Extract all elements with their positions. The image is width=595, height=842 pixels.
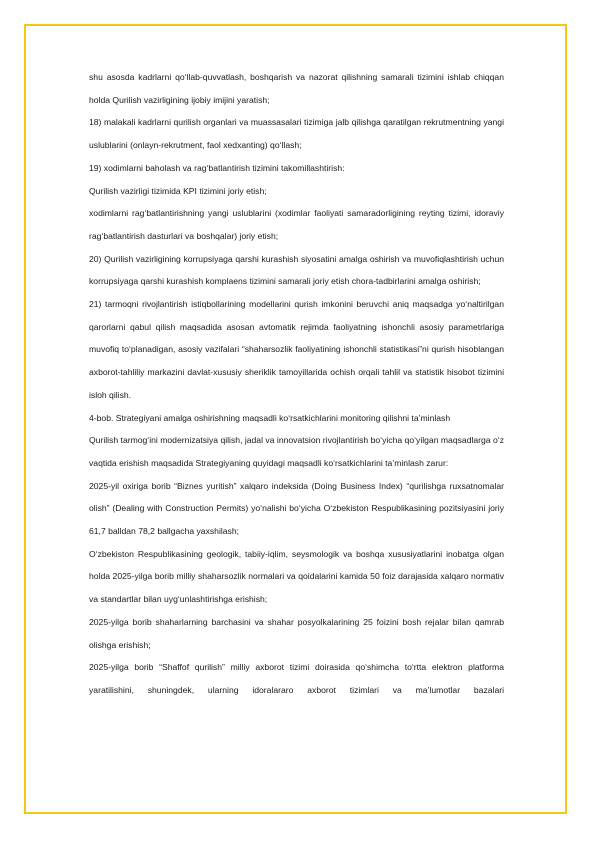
paragraph: Qurilish vazirligi tizimida KPI tizimini joriy etish;	[89, 185, 267, 196]
paragraph: 21) tarmoqni rivojlantirish istiqbollarining modellarini qurish imkonini beruvchi aniq maqsadga yo‘naltirilgan qarorlarni qabul qilish maqsadida asosan avtomatik rejimda faoliyatning ishonchli asosiy parametrlariga muvofiq to‘planadigan, asosiy vazifalari “shaharsozlik faoliyatining ishonchli statistikasi”ni qurish hisoblangan axborot-tahliliy markazini davlat-xususiy sheriklik tamoyillarida ochish orqali tahlil va statistik hisobot tizimini isloh qilish.	[89, 299, 504, 400]
paragraph: 2025-yilga borib “Shaffof qurilish” milliy axborot tizimi doirasida qo‘shimcha to‘rtta elektron platforma yaratilishini, shuningdek, ularning idoralararo axborot tizimlari va ma’lumotlar bazalari	[89, 662, 504, 695]
paragraph: shu asosda kadrlarni qo‘llab-quvvatlash, boshqarish va nazorat qilishning samarali tizimini ishlab chiqqan holda Qurilish vazirligining ijobiy imijini yaratish;	[89, 72, 504, 105]
section-heading: 4-bob. Strategiyani amalga oshirishning maqsadli ko‘rsatkichlarini monitoring qilishni ta’minlash	[89, 412, 451, 423]
paragraph: 2025-yilga borib shaharlarning barchasini va shahar posyolkalarining 25 foizini bosh rejalar bilan qamrab olishga erishish;	[89, 616, 504, 650]
paragraph: 2025-yil oxiriga borib “Biznes yuritish” xalqaro indeksida (Doing Business Index) “qurilishga ruxsatnomalar olish” (Dealing with Construction Permits) yo‘nalishi bo‘yicha O‘zbekiston Respublikasining pozitsiyasini joriy 61,7 balldan 78,2 ballgacha yaxshilash;	[89, 480, 504, 537]
document-body	[89, 66, 504, 702]
paragraph: O‘zbekiston Respublikasining geologik, tabiiy-iqlim, seysmologik va boshqa xususiyatlarini inobatga olgan holda 2025-yilga borib milliy shaharsozlik normalari va qoidalarini kamida 50 foiz darajasida xalqaro normativ va standartlar bilan uyg‘unlashtirishga erishish;	[89, 548, 504, 605]
paragraph: 19) xodimlarni baholash va rag‘batlantirish tizimini takomillashtirish:	[89, 162, 345, 173]
paragraph: 20) Qurilish vazirligining korrupsiyaga qarshi kurashish siyosatini amalga oshirish va muvofiqlashtirish uchun korrupsiyaga qarshi kurashish komplaens tizimini samarali joriy etish chora-tadbirlarini amalga oshirish;	[89, 253, 504, 287]
paragraph: Qurilish tarmog‘ini modernizatsiya qilish, jadal va innovatsion rivojlantirish bo‘yicha qo‘yilgan maqsadlarga o‘z vaqtida erishish maqsadida Strategiyaning quyidagi maqsadli ko‘rsatkichlarini ta’minlash zarur:	[89, 435, 504, 468]
paragraph: 18) malakali kadrlarni qurilish organlari va muassasalari tizimiga jalb qilishga qaratilgan rekrutmentning yangi uslublarini (onlayn-rekrutment, faol xedxanting) qo‘llash;	[89, 117, 504, 151]
paragraph: xodimlarni rag‘batlantirishning yangi uslublarini (xodimlar faoliyati samaradorligining reyting tizimi, idoraviy rag‘batlantirish dasturlari va boshqalar) joriy etish;	[89, 208, 504, 241]
